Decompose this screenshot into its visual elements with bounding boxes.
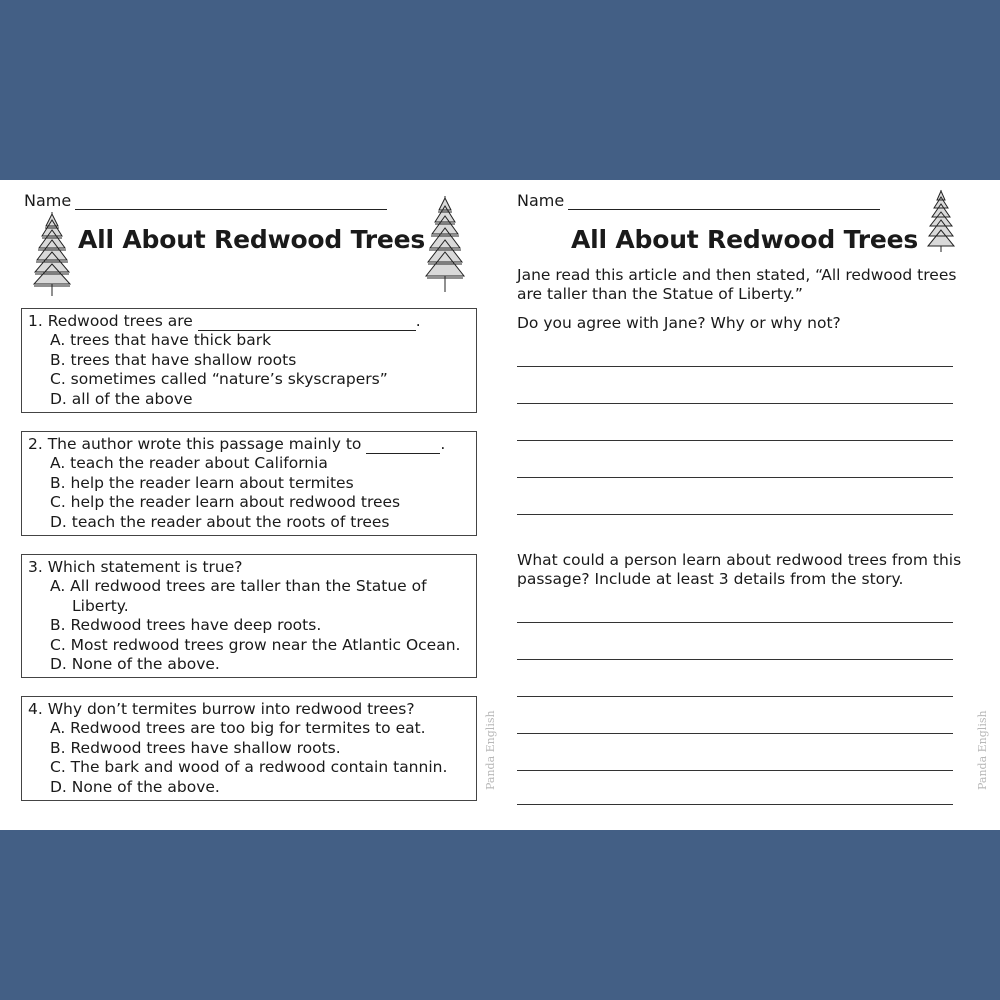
question-box-1 [21,308,477,413]
worksheet-sheet [0,180,1000,830]
option-d[interactable]: D. None of the above. [50,655,220,674]
question-stem: 3. Which statement is true? [28,558,243,576]
question-details: What could a person learn about redwood trees from this passage? Include at least 3 details from the story. [517,551,962,589]
left-title: All About Redwood Trees [78,225,426,254]
right-name-field[interactable] [568,195,880,210]
right-watermark: Panda English [976,710,989,790]
answer-blank[interactable] [198,316,416,331]
left-name-line [24,191,387,210]
answer-line[interactable] [517,514,953,515]
tree-icon [926,188,956,254]
option-c[interactable]: C. Most redwood trees grow near the Atlantic Ocean. [50,635,461,654]
question-agree: Do you agree with Jane? Why or why not? [517,314,841,332]
answer-blank[interactable] [366,439,440,454]
option-d[interactable]: D. None of the above. [50,777,220,796]
tree-icon [423,194,467,294]
option-d[interactable]: D. teach the reader about the roots of trees [50,512,390,531]
question-box-3 [21,554,477,678]
option-b[interactable]: B. Redwood trees have shallow roots. [50,738,341,757]
option-c[interactable]: C. help the reader learn about redwood trees [50,493,401,512]
left-name-field[interactable] [75,195,387,210]
answer-line[interactable] [517,440,953,441]
answer-line[interactable] [517,366,953,367]
option-b[interactable]: B. Redwood trees have deep roots. [50,616,322,635]
answer-line[interactable] [517,477,953,478]
answer-line[interactable] [517,403,953,404]
answer-line[interactable] [517,770,953,771]
option-c[interactable]: C. sometimes called “nature’s skyscrapers” [50,370,388,389]
option-a[interactable]: A. trees that have thick bark [50,331,272,350]
question-box-4 [21,696,477,801]
answer-line[interactable] [517,659,953,660]
right-title: All About Redwood Trees [571,225,919,254]
answer-line[interactable] [517,804,953,805]
option-d[interactable]: D. all of the above [50,389,193,408]
option-c[interactable]: C. The bark and wood of a redwood contain tannin. [50,758,448,777]
answer-line[interactable] [517,696,953,697]
right-name-label: Name [517,191,565,210]
left-name-label: Name [24,191,72,210]
prompt-jane: Jane read this article and then stated, “All redwood trees are taller than the Statue of Liberty.” [517,266,957,304]
question-stem: 4. Why don’t termites burrow into redwood trees? [28,700,415,718]
option-a[interactable]: A. teach the reader about California [50,454,328,473]
answer-line[interactable] [517,733,953,734]
question-stem: 1. Redwood trees are . [28,312,421,330]
answer-line[interactable] [517,622,953,623]
left-watermark: Panda English [484,710,497,790]
option-b[interactable]: B. help the reader learn about termites [50,473,354,492]
option-b[interactable]: B. trees that have shallow roots [50,350,297,369]
option-a[interactable]: A. Redwood trees are too big for termites to eat. [50,719,426,738]
tree-icon [30,210,74,298]
question-box-2 [21,431,477,536]
right-name-line [517,191,880,210]
question-stem: 2. The author wrote this passage mainly to . [28,435,446,453]
option-a[interactable]: A. All redwood trees are taller than the Statue of Liberty. [50,577,427,615]
